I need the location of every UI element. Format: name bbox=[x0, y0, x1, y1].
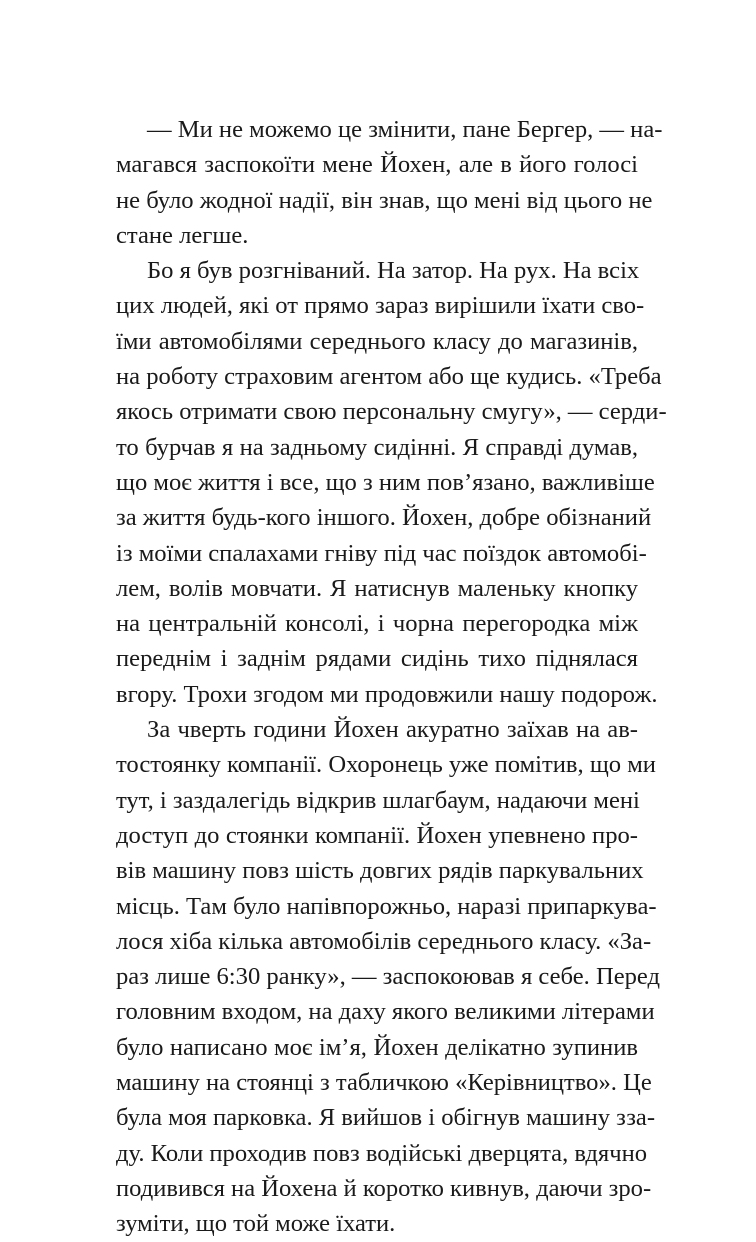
text-line: магався заспокоїти мене Йохен, але в його голосі bbox=[116, 151, 638, 179]
text-line: цих людей, які от прямо зараз вирішили їхати сво- bbox=[116, 292, 645, 320]
text-line: За чверть години Йохен акуратно заїхав на ав- bbox=[147, 716, 638, 744]
text-line: на роботу страховим агентом або ще кудись. «Треба bbox=[116, 363, 662, 391]
paragraph-2 bbox=[116, 253, 667, 712]
text-line: була моя парковка. Я вийшов і обігнув машину зза- bbox=[116, 1104, 656, 1132]
text-line: машину на стоянці з табличкою «Керівництво». Це bbox=[116, 1069, 652, 1097]
text-line: ду. Коли проходив повз водійські дверцята, вдячно bbox=[116, 1139, 648, 1167]
text-line: Бо я був розгніваний. На затор. На рух. На всіх bbox=[147, 257, 640, 285]
text-line: головним входом, на даху якого великими літерами bbox=[116, 998, 655, 1026]
text-line: що моє життя і все, що з ним пов’язано, важливіше bbox=[116, 468, 655, 496]
text-line: вгору. Трохи згодом ми продовжили нашу подорож. bbox=[116, 680, 658, 708]
text-line: не було жодної надії, він знав, що мені від цього не bbox=[116, 186, 653, 214]
text-line: якось отримати свою персональну смугу», — серди- bbox=[116, 398, 667, 426]
text-line: — Ми не можемо це змінити, пане Бергер, — на- bbox=[147, 116, 663, 143]
book-page bbox=[116, 112, 667, 1242]
text-line: тостоянку компанії. Охоронець уже помітив, що ми bbox=[116, 751, 656, 779]
text-line: то бурчав я на задньому сидінні. Я справді думав, bbox=[116, 433, 638, 461]
text-line: лем, волів мовчати. Я натиснув маленьку кнопку bbox=[116, 574, 638, 602]
text-line: за життя будь-кого іншого. Йохен, добре обізнаний bbox=[116, 504, 652, 532]
paragraph-1 bbox=[116, 112, 663, 253]
text-line: тут, і заздалегідь відкрив шлагбаум, надаючи мені bbox=[116, 786, 640, 814]
text-line: раз лише 6:30 ранку», — заспокоював я себе. Перед bbox=[116, 963, 661, 991]
text-line: було написано моє ім’я, Йохен делікатно зупинив bbox=[116, 1033, 638, 1061]
text-line: із моїми спалахами гніву під час поїздок автомобі- bbox=[116, 539, 647, 567]
text-line: на центральній консолі, і чорна перегородка між bbox=[116, 610, 638, 638]
text-line: місць. Там було напівпорожньо, наразі припаркува- bbox=[116, 892, 657, 920]
text-line: подивився на Йохена й коротко кивнув, даючи зро- bbox=[116, 1174, 652, 1202]
text-line: зуміти, що той може їхати. bbox=[116, 1210, 396, 1238]
text-line: переднім і заднім рядами сидінь тихо піднялася bbox=[116, 645, 638, 673]
paragraph-3 bbox=[116, 712, 661, 1241]
text-line: доступ до стоянки компанії. Йохен упевнено про- bbox=[116, 821, 638, 849]
text-line: їми автомобілями середнього класу до магазинів, bbox=[116, 327, 638, 355]
text-line: лося хіба кілька автомобілів середнього класу. «За- bbox=[116, 927, 652, 955]
text-line: вів машину повз шість довгих рядів паркувальних bbox=[116, 857, 644, 885]
text-line: стане легше. bbox=[116, 221, 249, 249]
